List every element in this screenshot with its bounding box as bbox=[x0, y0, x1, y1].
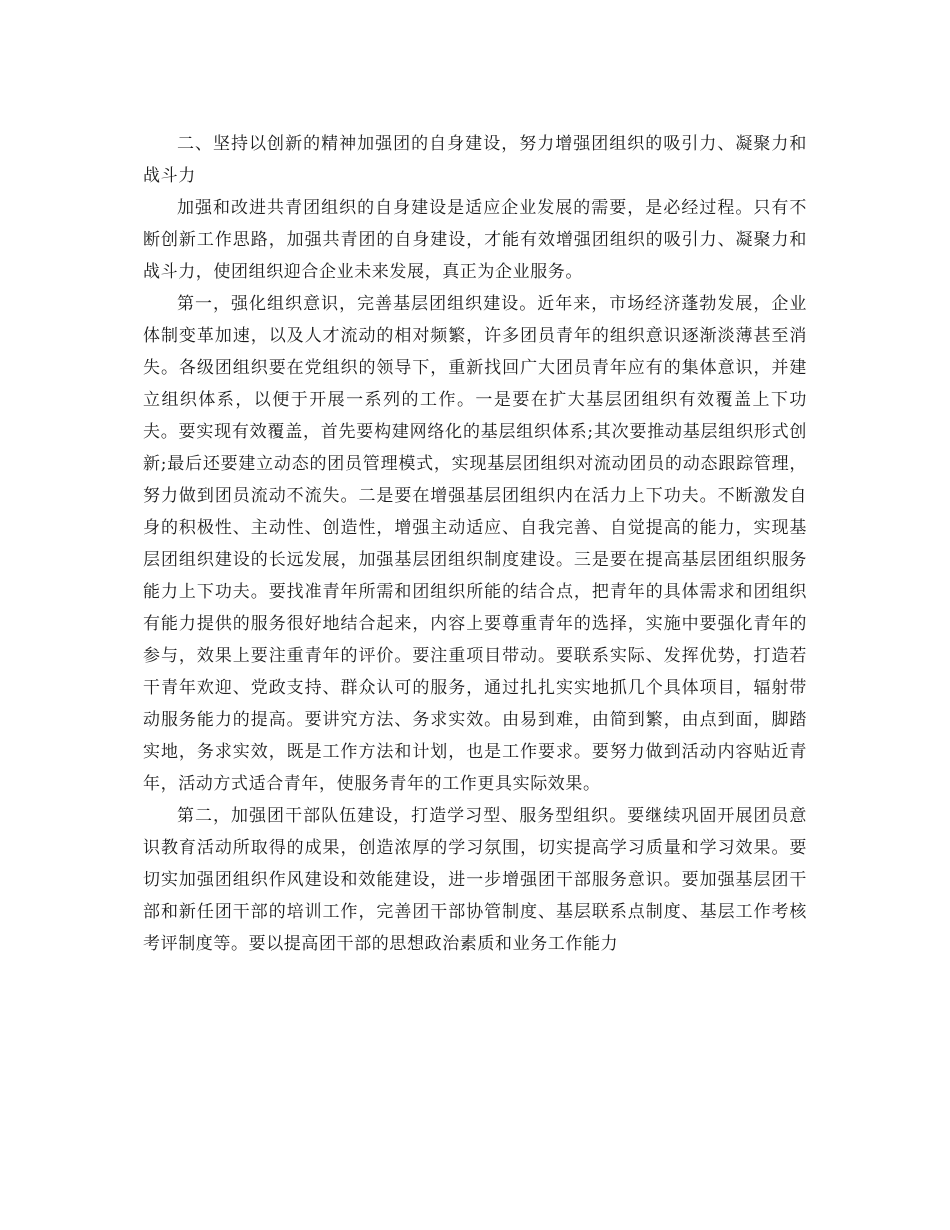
paragraph-intro: 加强和改进共青团组织的自身建设是适应企业发展的需要，是必经过程。只有不断创新工作思路，加强共青团的自身建设，才能有效增强团组织的吸引力、凝聚力和战斗力，使团组织迎合企业未来发展，真正为企业服务。 bbox=[143, 198, 807, 282]
document-body bbox=[143, 128, 807, 960]
paragraph-second-point: 第二，加强团干部队伍建设，打造学习型、服务型组织。要继续巩固开展团员意识教育活动所取得的成果，创造浓厚的学习氛围，切实提高学习质量和学习效果。要切实加强团组织作风建设和效能建设，进一步增强团干部服务意识。要加强基层团干部和新任团干部的培训工作，完善团干部协管制度、基层联系点制度、基层工作考核考评制度等。要以提高团干部的思想政治素质和业务工作能力 bbox=[143, 806, 807, 954]
paragraph-first-point: 第一，强化组织意识，完善基层团组织建设。近年来，市场经济蓬勃发展，企业体制变革加速，以及人才流动的相对频繁，许多团员青年的组织意识逐渐淡薄甚至消失。各级团组织要在党组织的领导下，重新找回广大团员青年应有的集体意识，并建立组织体系，以便于开展一系列的工作。一是要在扩大基层团组织有效覆盖上下功夫。要实现有效覆盖，首先要构建网络化的基层组织体系;其次要推动基层组织形式创新;最后还要建立动态的团员管理模式，实现基层团组织对流动团员的动态跟踪管理，努力做到团员流动不流失。二是要在增强基层团组织内在活力上下功夫。不断激发自身的积极性、主动性、创造性，增强主动适应、自我完善、自觉提高的能力，实现基层团组织建设的长远发展，加强基层团组织制度建设。三是要在提高基层团组织服务能力上下功夫。要找准青年所需和团组织所能的结合点，把青年的具体需求和团组织有能力提供的服务很好地结合起来，内容上要尊重青年的选择，实施中要强化青年的参与，效果上要注重青年的评价。要注重项目带动。要联系实际、发挥优势，打造若干青年欢迎、党政支持、群众认可的服务，通过扎扎实实地抓几个具体项目，辐射带动服务能力的提高。要讲究方法、务求实效。由易到难，由简到繁，由点到面，脚踏实地，务求实效，既是工作方法和计划，也是工作要求。要努力做到活动内容贴近青年，活动方式适合青年，使服务青年的工作更具实际效果。 bbox=[143, 294, 807, 794]
section-heading: 二、坚持以创新的精神加强团的自身建设，努力增强团组织的吸引力、凝聚力和战斗力 bbox=[143, 134, 807, 186]
